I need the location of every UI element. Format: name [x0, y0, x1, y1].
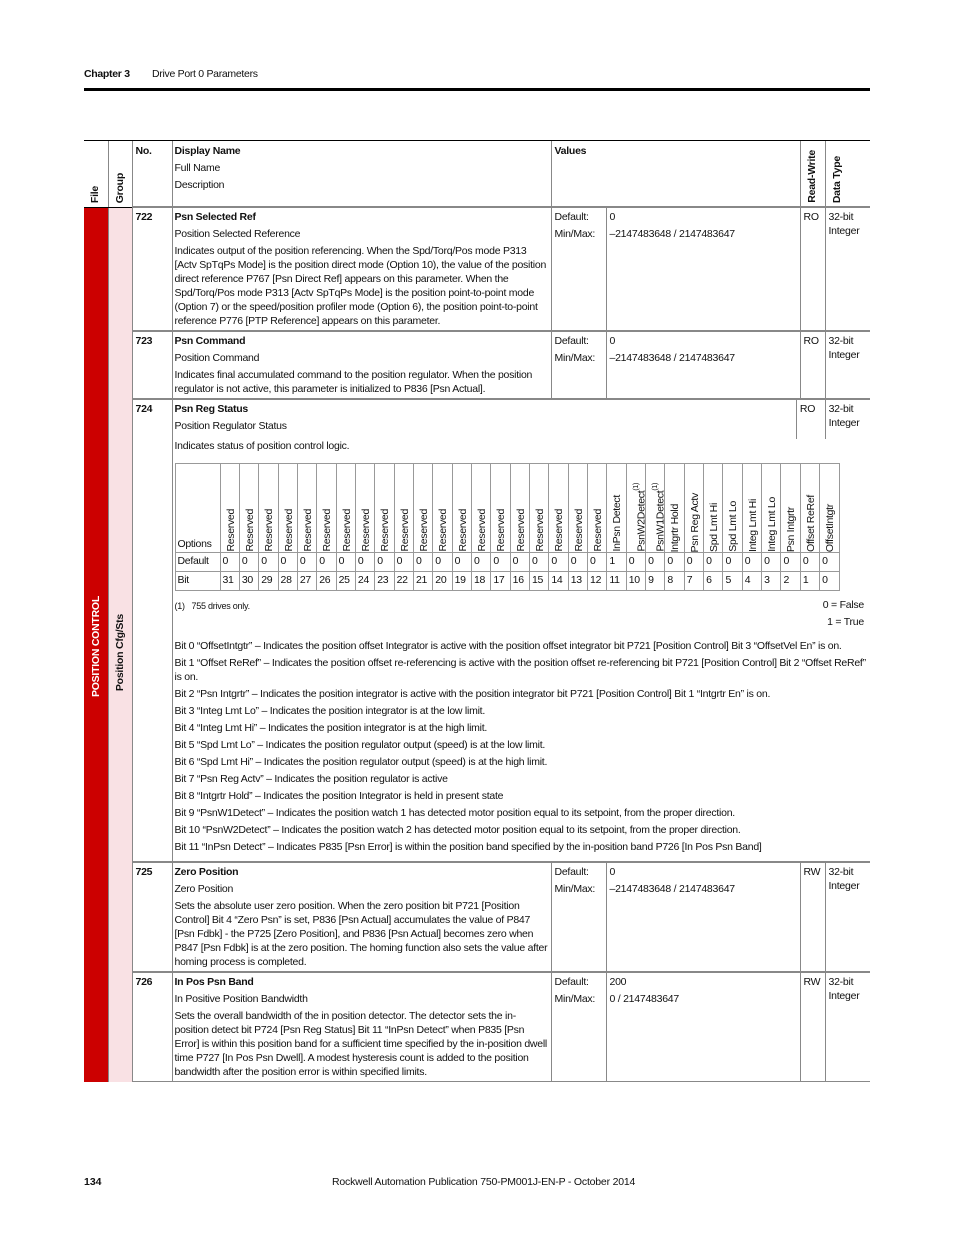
param-display: In Pos Psn Band In Positive Position Bandwidth Sets the overall bandwidth of the in position detector. The detector sets the in-position detect bit P724 [Psn Reg Status] Bit 11 “InPsn Detect” when P835 [Psn Error] is within this position band for a sufficient time specified by the in-position dwell time P727 [In Pos Psn Dwell]. A modest hysteresis count is added to the position bandwidth after the position error is within specified limits. — [172, 972, 551, 1082]
option-bit-label: Spd Lmt Hi — [704, 464, 723, 553]
table-header-row — [84, 141, 870, 208]
option-bit-number: 12 — [588, 572, 607, 591]
value-labels: Default: Min/Max: — [551, 207, 606, 331]
option-bit-label: Reserved — [471, 464, 490, 553]
option-bit-number: 5 — [723, 572, 742, 591]
default-label: Default — [175, 553, 220, 572]
options-label: Options — [175, 464, 220, 553]
options-bit-row — [175, 572, 839, 591]
option-bit-default: 0 — [723, 553, 742, 572]
option-bit-label: InPsn Detect — [607, 464, 626, 553]
options-label-row — [175, 464, 839, 553]
option-bit-label: Psn Intgrtr — [781, 464, 800, 553]
option-bit-label: Reserved — [491, 464, 510, 553]
option-bit-number: 4 — [742, 572, 761, 591]
bit-description: Bit 2 “Psn Intgrtr” – Indicates the position integrator is active with the position integrator bit P721 [Position Control] Bit 1 “Intgrtr En” is on. — [174, 688, 771, 700]
option-bit-number: 25 — [336, 572, 355, 591]
bit-description: Bit 1 “Offset ReRef” – Indicates the position offset re-referencing is active with the position offset re-referencing bit P721 [Position Control] Bit 2 “Offset ReRef” is on. — [174, 657, 866, 683]
option-bit-default: 1 — [607, 553, 626, 572]
file-band: POSITION CONTROL — [84, 207, 108, 1082]
bit-description: Bit 10 “PsnW2Detect” – Indicates the position watch 2 has detected motor position equal to its setpoint, from the proper direction. — [174, 824, 741, 836]
option-bit-number: 8 — [665, 572, 684, 591]
option-bit-number: 24 — [355, 572, 374, 591]
data-type: 32-bit Integer — [825, 862, 870, 972]
option-bit-label: Spd Lmt Lo — [723, 464, 742, 553]
option-bit-default: 0 — [413, 553, 432, 572]
option-bit-number: 28 — [278, 572, 297, 591]
value-values: 0 –2147483648 / 2147483647 — [606, 862, 800, 972]
option-bit-default: 0 — [626, 553, 645, 572]
col-display-name: Display Name Full Name Description — [172, 141, 551, 208]
chapter-label: Chapter 3 — [84, 68, 130, 80]
option-bit-number: 1 — [800, 572, 819, 591]
col-values: Values — [551, 141, 800, 208]
option-bit-label: Reserved — [355, 464, 374, 553]
read-write: RO — [800, 207, 825, 331]
option-bit-default: 0 — [471, 553, 490, 572]
bit-description: Bit 4 “Integ Lmt Hi” – Indicates the position integrator is at the high limit. — [174, 722, 488, 734]
bit-description: Bit 7 “Psn Reg Actv” – Indicates the position regulator is active — [174, 773, 448, 785]
option-bit-default: 0 — [665, 553, 684, 572]
col-data-type: Data Type — [825, 141, 870, 208]
read-write: RO — [796, 400, 825, 439]
data-type: 32-bit Integer — [825, 400, 870, 439]
option-bit-number: 30 — [239, 572, 258, 591]
param-number: 723 — [132, 331, 172, 399]
option-bit-default: 0 — [549, 553, 568, 572]
param-display: Psn Selected Ref Position Selected Reference Indicates output of the position referencing. When the Spd/Torq/Pos mode P313 [Actv SpTqPs Mode] is the position direct mode (Option 10), the value of the position direct reference P767 [Psn Direct Ref] appears on this parameter. When the Spd/Torq/Pos mode P313 [Actv SpTqPs Mode] is the position point-to-point mode (Option 7) or the speed/position profiler mode (Option 6), the position point-to-point reference P776 [PTP Reference] appears on this parameter. — [172, 207, 551, 331]
option-bit-default: 0 — [800, 553, 819, 572]
option-bit-label: Reserved — [375, 464, 394, 553]
option-bit-default: 0 — [452, 553, 471, 572]
parameter-table — [84, 140, 870, 1082]
bit-description: Bit 0 “OffsetIntgtr” – Indicates the position offset Integrator is active with the position offset integrator bit P721 [Position Control] Bit 3 “OffsetVel En” is on. — [174, 640, 842, 652]
option-bit-label: Reserved — [530, 464, 549, 553]
option-bit-label: Integ Lmt Lo — [762, 464, 781, 553]
bit-description: Bit 5 “Spd Lmt Lo” – Indicates the position regulator output (speed) is at the low limit. — [174, 739, 546, 751]
option-bit-label: Psn Reg Actv — [684, 464, 703, 553]
header-rule — [84, 88, 870, 91]
option-bit-default: 0 — [317, 553, 336, 572]
value-values: 200 0 / 2147483647 — [606, 972, 800, 1082]
chapter-title: Drive Port 0 Parameters — [152, 68, 258, 80]
option-bit-number: 16 — [510, 572, 529, 591]
option-bit-default: 0 — [491, 553, 510, 572]
option-bit-default: 0 — [568, 553, 587, 572]
option-bit-number: 9 — [646, 572, 665, 591]
option-bit-label: Reserved — [588, 464, 607, 553]
option-bit-default: 0 — [297, 553, 316, 572]
option-bit-label: Reserved — [568, 464, 587, 553]
option-bit-number: 31 — [220, 572, 239, 591]
option-bit-default: 0 — [781, 553, 800, 572]
bit-description: Bit 11 “InPsn Detect” – Indicates P835 [Psn Error] is within the position band specified by the in-position band P726 [In Pos Psn Band] — [174, 841, 762, 853]
option-bit-number: 27 — [297, 572, 316, 591]
option-bit-default: 0 — [742, 553, 761, 572]
value-labels: Default: Min/Max: — [551, 862, 606, 972]
data-type: 32-bit Integer — [825, 207, 870, 331]
options-default-row — [175, 553, 839, 572]
param-row-722 — [84, 207, 870, 331]
option-bit-default: 0 — [820, 553, 839, 572]
param-number: 724 — [132, 399, 172, 862]
option-bit-number: 13 — [568, 572, 587, 591]
group-band: Position Cfg/Sts — [108, 207, 132, 1082]
value-values: 0 –2147483648 / 2147483647 — [606, 207, 800, 331]
data-type: 32-bit Integer — [825, 331, 870, 399]
param-row-723 — [84, 331, 870, 399]
option-bit-number: 2 — [781, 572, 800, 591]
option-bit-default: 0 — [394, 553, 413, 572]
option-bit-default: 0 — [588, 553, 607, 572]
option-bit-default: 0 — [530, 553, 549, 572]
publication-info: Rockwell Automation Publication 750-PM001J-EN-P - October 2014 — [332, 1176, 636, 1188]
option-bit-label: Reserved — [317, 464, 336, 553]
param-number: 726 — [132, 972, 172, 1082]
option-bit-number: 21 — [413, 572, 432, 591]
param-number: 725 — [132, 862, 172, 972]
option-bit-label: Reserved — [239, 464, 258, 553]
bit-description: Bit 3 “Integ Lmt Lo” – Indicates the position integrator is at the low limit. — [174, 705, 485, 717]
option-bit-number: 23 — [375, 572, 394, 591]
option-bit-number: 29 — [259, 572, 278, 591]
option-bit-label: Intgrtr Hold — [665, 464, 684, 553]
param-number: 722 — [132, 207, 172, 331]
option-bit-label: PsnW2Detect$^{(1)}$ — [626, 464, 645, 553]
option-bit-label: Reserved — [297, 464, 316, 553]
option-bit-label: Reserved — [549, 464, 568, 553]
option-bit-default: 0 — [220, 553, 239, 572]
read-write: RW — [800, 862, 825, 972]
option-bit-default: 0 — [646, 553, 665, 572]
bit-description: Bit 8 “Intgrtr Hold” – Indicates the position Integrator is held in present state — [174, 790, 504, 802]
option-bit-default: 0 — [433, 553, 452, 572]
option-bit-number: 11 — [607, 572, 626, 591]
option-bit-label: Reserved — [413, 464, 432, 553]
value-labels: Default: Min/Max: — [551, 331, 606, 399]
option-bit-number: 17 — [491, 572, 510, 591]
option-bit-default: 0 — [375, 553, 394, 572]
option-bit-label: Reserved — [278, 464, 297, 553]
bit-description: Bit 6 “Spd Lmt Hi” – Indicates the position regulator output (speed) is at the high limit. — [174, 756, 548, 768]
option-bit-label: Offset ReRef — [800, 464, 819, 553]
col-read-write: Read-Write — [800, 141, 825, 208]
options-bit-table — [175, 463, 840, 591]
option-bit-default: 0 — [762, 553, 781, 572]
param-724-body: Psn Reg Status Position Regulator Status Indicates status of position control logic. RO 32-bit Integer Options Reserved Reserved Reserved Reserved Reserved Reserved Reserved Reserved Reserved Reserved Reserved Reserved Reserved Reserved Reserved Reserved Reserved Reserved Reserved Reserved InPsn Detect PsnW2Detect$^{(1)}$ PsnW1Detect$^{(1)}$ Intgrtr Hold Psn Reg Actv Spd Lmt Hi Spd Lmt Lo Integ Lmt Hi Integ Lmt Lo Psn Intgrtr Offset ReRef OffsetIntgtr Default 0 0 0 0 0 0 0 0 0 0 0 0 0 0 0 0 0 0 0 0 1 0 0 0 0 0 0 0 0 0 0 0 Bit 31 30 29 28 27 26 25 24 23 22 21 20 19 18 17 16 15 14 13 12 11 10 9 8 7 6 5 4 3 2 1 0 (1) 755 drives only. 0 = False 1 = True Bit 0 “OffsetIntgtr” – Indicates the position offset Integrator is active with the position offset integrator bit P721 [Position Control] Bit 3 “OffsetVel En” is on. Bit 1 “Offset ReRef” – Indicates the position offset re-referencing is active with the position offset re-referencing bit P721 [Position Control] Bit 2 “Offset ReRef” is on. Bit 2 “Psn Intgrtr” – Indicates the position integrator is active with the position integrator bit P721 [Position Control] Bit 1 “Intgrtr En” is on. Bit 3 “Integ Lmt Lo” – Indicates the position integrator is at the low limit. Bit 4 “Integ Lmt Hi” – Indicates the position integrator is at the high limit. Bit 5 “Spd Lmt Lo” – Indicates the position regulator output (speed) is at the low limit. Bit 6 “Spd Lmt Hi” – Indicates the position regulator output (speed) is at the high limit. Bit 7 “Psn Reg Actv” – Indicates the position regulator is active Bit 8 “Intgrtr Hold” – Indicates the position Integrator is held in present state Bit 9 “PsnW1Detect” – Indicates the position watch 1 has detected motor position equal to its setpoint, from the proper direction. Bit 10 “PsnW2Detect” – Indicates the position watch 2 has detected motor position equal to its setpoint, from the proper direction. Bit 11 “InPsn Detect” – Indicates P835 [Psn Error] is within the position band specified by the in-position band P726 [In Pos Psn Band] — [172, 399, 870, 862]
col-no: No. — [132, 141, 172, 208]
option-bit-label: Reserved — [433, 464, 452, 553]
read-write: RW — [800, 972, 825, 1082]
option-bit-label: Reserved — [510, 464, 529, 553]
option-bit-number: 20 — [433, 572, 452, 591]
option-bit-label: Reserved — [336, 464, 355, 553]
page-number: 134 — [84, 1176, 102, 1188]
option-bit-label: Integ Lmt Hi — [742, 464, 761, 553]
param-row-725 — [84, 862, 870, 972]
bit-label: Bit — [175, 572, 220, 591]
option-bit-default: 0 — [336, 553, 355, 572]
footnote: (1) 755 drives only. — [174, 601, 250, 611]
param-display: Psn Command Position Command Indicates final accumulated command to the position regulator. When the position regulator is not active, this parameter is initialized to P836 [Psn Actual]. — [172, 331, 551, 399]
option-bit-default: 0 — [684, 553, 703, 572]
option-bit-default: 0 — [239, 553, 258, 572]
param-display: Zero Position Zero Position Sets the absolute user zero position. When the zero position bit P721 [Position Control] Bit 4 “Zero Psn” is set, P836 [Psn Actual] accumulates the value of P847 [Psn Fdbk] - the P725 [Zero Position], and P836 [Psn Actual] becomes zero when P847 [Psn Fdbk] is at the zero position. The homing function also sets the value after homing process is completed. — [172, 862, 551, 972]
value-values: 0 –2147483648 / 2147483647 — [606, 331, 800, 399]
option-bit-default: 0 — [704, 553, 723, 572]
option-bit-number: 18 — [471, 572, 490, 591]
bit-description: Bit 9 “PsnW1Detect” – Indicates the position watch 1 has detected motor position equal to its setpoint, from the proper direction. — [174, 807, 735, 819]
option-bit-label: Reserved — [394, 464, 413, 553]
option-bit-number: 15 — [530, 572, 549, 591]
bit-legend: 0 = False 1 = True — [822, 599, 864, 628]
option-bit-label: Reserved — [220, 464, 239, 553]
bit-descriptions — [175, 639, 869, 854]
option-bit-number: 3 — [762, 572, 781, 591]
data-type: 32-bit Integer — [825, 972, 870, 1082]
read-write: RO — [800, 331, 825, 399]
param-row-726 — [84, 972, 870, 1082]
option-bit-number: 22 — [394, 572, 413, 591]
col-group: Group — [108, 141, 132, 208]
option-bit-default: 0 — [259, 553, 278, 572]
option-bit-number: 14 — [549, 572, 568, 591]
option-bit-number: 26 — [317, 572, 336, 591]
option-bit-number: 10 — [626, 572, 645, 591]
option-bit-number: 6 — [704, 572, 723, 591]
option-bit-default: 0 — [355, 553, 374, 572]
option-bit-default: 0 — [278, 553, 297, 572]
option-bit-label: PsnW1Detect$^{(1)}$ — [646, 464, 665, 553]
option-bit-label: OffsetIntgtr — [820, 464, 839, 553]
col-file: File — [84, 141, 108, 208]
option-bit-number: 19 — [452, 572, 471, 591]
option-bit-label: Reserved — [452, 464, 471, 553]
option-bit-label: Reserved — [259, 464, 278, 553]
option-bit-number: 7 — [684, 572, 703, 591]
param-row-724 — [84, 399, 870, 862]
option-bit-default: 0 — [510, 553, 529, 572]
option-bit-number: 0 — [820, 572, 839, 591]
value-labels: Default: Min/Max: — [551, 972, 606, 1082]
